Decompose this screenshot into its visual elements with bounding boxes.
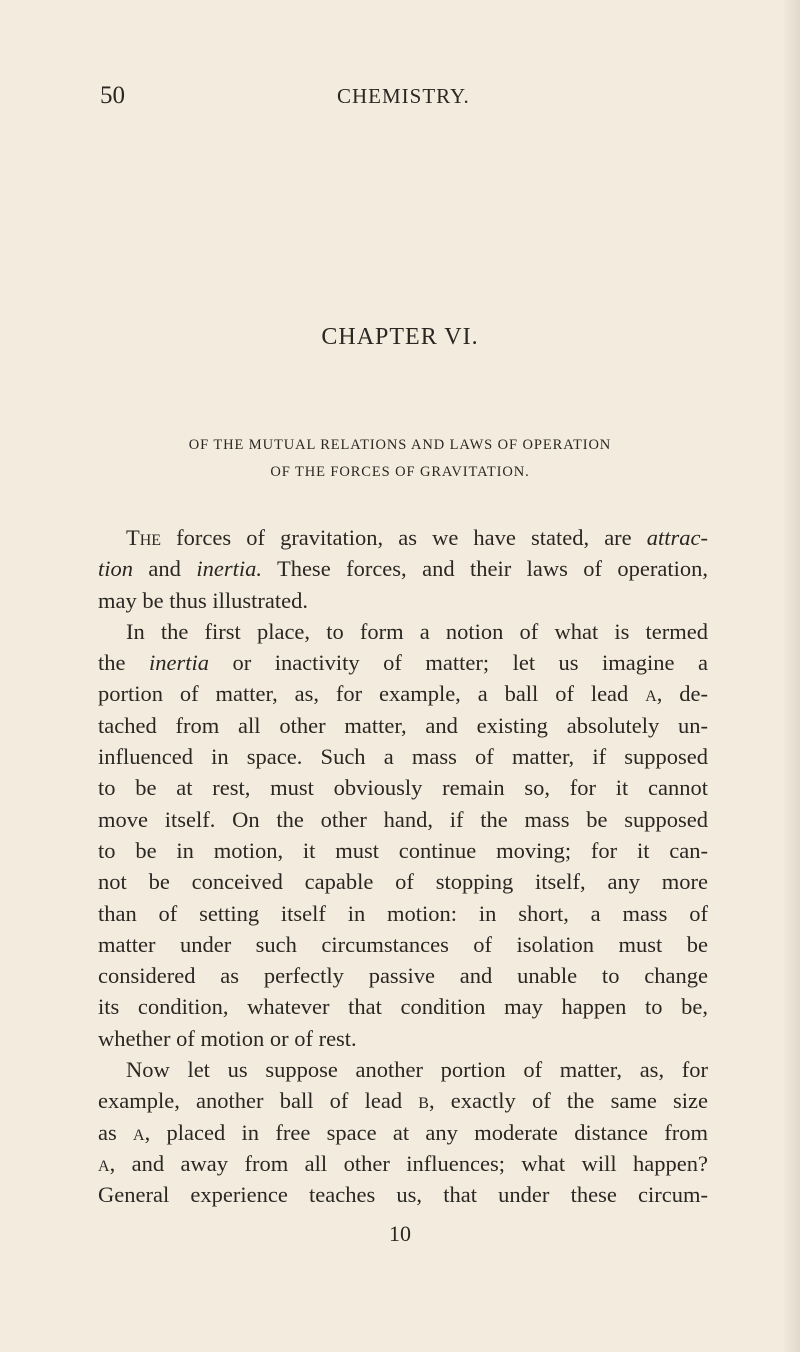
text-line: whether of motion or of rest. (98, 1025, 357, 1051)
italic-term: inertia. (196, 556, 262, 582)
text-line: to be at rest, must obviously remain so, for it cannot (98, 775, 708, 801)
chapter-title: CHAPTER VI. (321, 324, 479, 350)
text-line: move itself. On the other hand, if the mass be supposed (98, 806, 708, 832)
page-edge-shadow (782, 0, 800, 1352)
text-line: influenced in space. Such a mass of matter, if supposed (98, 744, 708, 770)
text-line (98, 522, 708, 553)
text-line: to be in motion, it must continue moving; for it can- (98, 837, 708, 863)
small-caps-letter: b (418, 1088, 429, 1114)
chapter-subtitle-line: OF THE MUTUAL RELATIONS AND LAWS OF OPERATION (188, 437, 612, 453)
chapter-subtitle (100, 432, 700, 486)
text-run: portion of matter, as, for example, a ball of lead (98, 681, 646, 707)
text-run: the (98, 650, 149, 676)
text-run: or inactivity of matter; let us imagine a (208, 650, 708, 676)
text-run: forces of gravitation, as we have stated, are (161, 525, 647, 550)
text-line (98, 553, 708, 584)
small-caps-letter: a (98, 1150, 110, 1176)
italic-term: tion (98, 556, 134, 582)
text-line: In the first place, to form a notion of what is termed (126, 618, 708, 644)
text-line: tached from all other matter, and existing absolutely un- (98, 712, 708, 738)
body-text (98, 522, 708, 1211)
small-caps-letter: a (645, 681, 657, 707)
italic-term: attrac- (646, 525, 708, 550)
text-run: and (133, 556, 197, 582)
text-run: , and away from all other influences; what will happen? (109, 1150, 708, 1176)
italic-term: inertia (148, 650, 209, 676)
text-line: considered as perfectly passive and unable to change (98, 963, 708, 989)
text-run: as (98, 1119, 134, 1145)
text-line: matter under such circumstances of isolation must be (98, 931, 708, 957)
text-line (98, 647, 708, 678)
text-run: , placed in free space at any moderate distance from (144, 1119, 708, 1145)
running-head (0, 82, 800, 122)
text-line: its condition, whatever that condition may happen to be, (98, 994, 708, 1020)
text-line (98, 1117, 708, 1148)
text-line: not be conceived capable of stopping itself, any more (98, 869, 708, 895)
signature-mark: 10 (389, 1221, 411, 1246)
page-number: 50 (100, 82, 125, 109)
text-line: may be thus illustrated. (98, 587, 308, 613)
small-caps-word: The (126, 525, 162, 550)
small-caps-letter: a (133, 1119, 145, 1145)
text-line (98, 1085, 708, 1116)
text-run: example, another ball of lead (98, 1088, 419, 1114)
text-line (98, 678, 708, 709)
text-run: These forces, and their laws of operation, (261, 556, 708, 582)
text-run: , de- (656, 681, 708, 707)
text-line: than of setting itself in motion: in short, a mass of (98, 900, 708, 926)
text-line: General experience teaches us, that under these circum- (98, 1182, 708, 1208)
text-line: Now let us suppose another portion of matter, as, for (126, 1057, 708, 1083)
running-title: CHEMISTRY. (337, 84, 470, 108)
text-line (98, 1148, 708, 1179)
chapter-subtitle-line: OF THE FORCES OF GRAVITATION. (270, 464, 530, 480)
text-run: , exactly of the same size (428, 1088, 708, 1114)
